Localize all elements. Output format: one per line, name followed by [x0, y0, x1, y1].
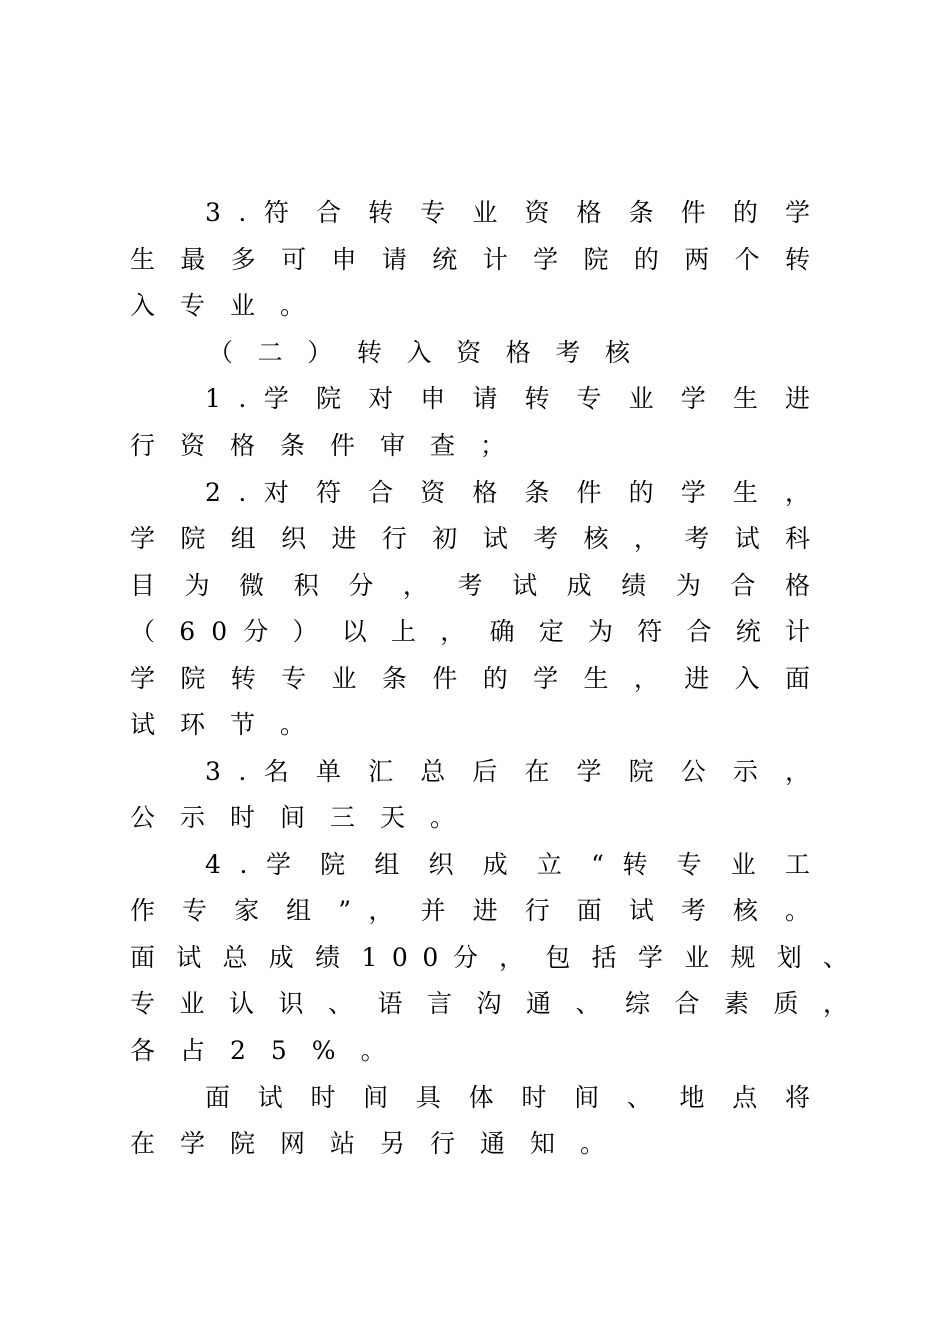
paragraph-line: 1 . 学 院 对 申 请 转 专 业 学 生 进	[205, 384, 810, 413]
paragraph-line: 学 院 组 织 进 行 初 试 考 核 ， 考 试 科	[130, 524, 810, 553]
paragraph-line: 面 试 总 成 绩 1 0 0 分 ， 包 括 学 业 规 划 、	[130, 943, 848, 972]
paragraph-line: 作 专 家 组 ” ， 并 进 行 面 试 考 核 。	[130, 896, 810, 925]
paragraph-line: 各占25%。	[130, 1036, 411, 1065]
paragraph-line: 行资格条件审查；	[130, 431, 531, 460]
paragraph-line: 专 业 认 识 、 语 言 沟 通 、 综 合 素 质 ，	[130, 989, 848, 1018]
paragraph-line: 入专业。	[130, 291, 331, 320]
paragraph-line: 公示时间三天。	[130, 803, 481, 832]
section-heading: （ 二 ） 转 入 资 格 考 核	[208, 338, 630, 367]
paragraph-line: 面 试 时 间 具 体 时 间 、 地 点 将	[205, 1083, 810, 1112]
paragraph-line: 3 . 名 单 汇 总 后 在 学 院 公 示 ，	[205, 757, 810, 786]
paragraph-line: 在学院网站另行通知。	[130, 1129, 631, 1158]
paragraph-line: 目 为 微 积 分 ， 考 试 成 绩 为 合 格	[130, 571, 810, 600]
paragraph-line: 3 . 符 合 转 专 业 资 格 条 件 的 学	[205, 198, 810, 227]
paragraph-line: 试环节。	[130, 710, 331, 739]
paragraph-line: 学 院 转 专 业 条 件 的 学 生 ， 进 入 面	[130, 664, 810, 693]
paragraph-line: 生 最 多 可 申 请 统 计 学 院 的 两 个 转	[130, 245, 810, 274]
paragraph-line: 2 . 对 符 合 资 格 条 件 的 学 生 ，	[205, 478, 810, 507]
paragraph-line: （ 6 0 分 ） 以 上 ， 确 定 为 符 合 统 计	[130, 617, 810, 646]
paragraph-line: 4 . 学 院 组 织 成 立 “ 转 专 业 工	[205, 850, 810, 879]
